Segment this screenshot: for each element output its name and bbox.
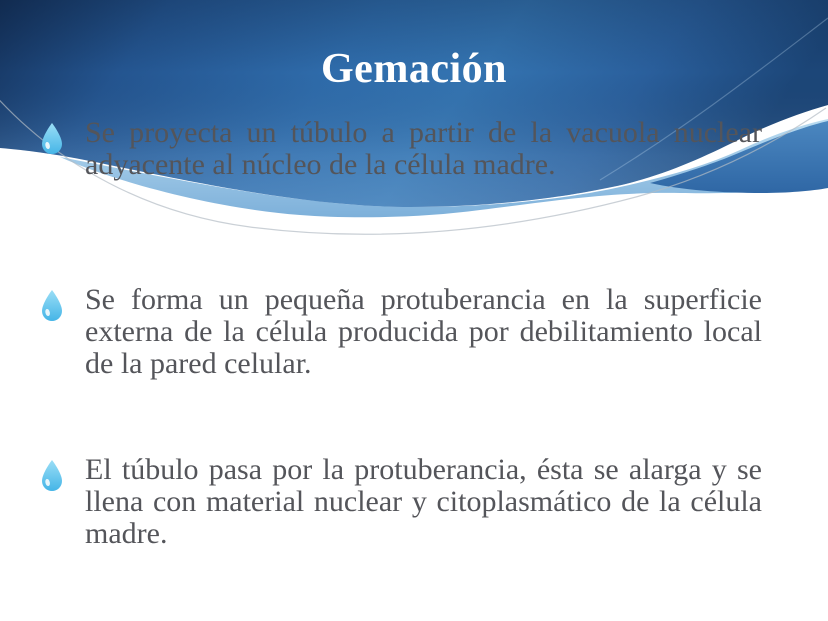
bullet-item-3 (85, 454, 762, 550)
water-drop-icon (39, 289, 65, 323)
bullet-text: El túbulo pasa por la protuberancia, ésta se alarga y se llena con material nuclear y citoplasmático de la célula madre. (85, 453, 762, 550)
bullet-text: Se forma un pequeña protuberancia en la superficie externa de la célula producida por debilitamiento local de la pared celular. (85, 283, 762, 380)
bullet-item-2 (85, 284, 762, 380)
bullet-item-1 (85, 117, 762, 181)
water-drop-icon (39, 122, 65, 156)
bullet-text: Se proyecta un túbulo a partir de la vacuola nuclear adyacente al núcleo de la célula madre. (85, 116, 762, 181)
water-drop-icon (39, 459, 65, 493)
slide-title: Gemación (321, 46, 507, 92)
